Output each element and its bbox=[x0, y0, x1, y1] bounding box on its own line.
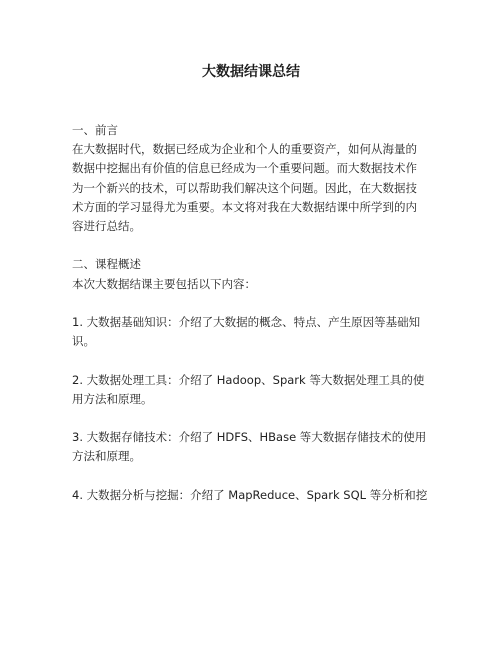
document-title: 大数据结课总结 bbox=[202, 64, 300, 80]
section-course-overview bbox=[72, 255, 428, 293]
section-heading-preface: 一、前言 bbox=[72, 123, 118, 137]
section-heading-overview: 二、课程概述 bbox=[72, 257, 141, 272]
list-item: 4. 大数据分析与挖掘：介绍了 MapReduce、Spark SQL 等分析和挖 bbox=[72, 487, 428, 502]
overview-intro: 本次大数据结课主要包括以下内容： bbox=[72, 276, 256, 291]
list-item: 2. 大数据处理工具：介绍了 Hadoop、Spark 等大数据处理工具的使用方法和原理。 bbox=[72, 372, 425, 406]
section-preface bbox=[72, 121, 428, 236]
list-item: 3. 大数据存储技术：介绍了 HDFS、HBase 等大数据存储技术的使用方法和原理。 bbox=[72, 430, 427, 464]
list-item: 1. 大数据基础知识：介绍了大数据的概念、特点、产生原因等基础知识。 bbox=[72, 315, 421, 349]
document-body bbox=[72, 121, 428, 524]
preface-text: 在大数据时代，数据已经成为企业和个人的重要资产，如何从海量的数据中挖掘出有价值的信息已经成为一个重要问题。而大数据技术作为一个新兴的技术，可以帮助我们解决这个问题。因此，在大数据技术方面的学习显得尤为重要。本文将对我在大数据结课中所学到的内容进行总结。 bbox=[72, 142, 417, 234]
